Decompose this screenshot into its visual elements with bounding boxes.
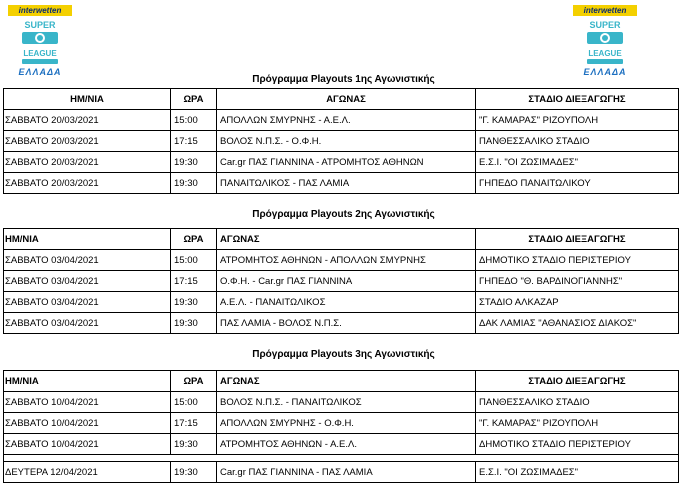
- game-date: ΣΑΒΒΑΤΟ 10/04/2021: [5, 397, 99, 408]
- round-2-table: [3, 228, 679, 334]
- game-match: Car.gr ΠΑΣ ΓΙΑΝΝΙΝΑ - ΑΤΡΟΜΗΤΟΣ ΑΘΗΝΩΝ: [216, 152, 475, 172]
- game-venue: ΠΑΝΘΕΣΣΑΛΙΚΟ ΣΤΑΔΙΟ: [475, 392, 678, 412]
- game-time: 19:30: [170, 292, 216, 312]
- logo-country-label: ΕΛΛΑΔΑ: [583, 67, 627, 77]
- game-venue: ΔΑΚ ΛΑΜΙΑΣ "ΑΘΑΝΑΣΙΟΣ ΔΙΑΚΟΣ": [475, 313, 678, 333]
- game-time: 15:00: [170, 110, 216, 130]
- header-venue: ΣΤΑΔΙΟ ΔΙΕΞΑΓΩΓΗΣ: [475, 371, 678, 391]
- game-date: ΣΑΒΒΑΤΟ 20/03/2021: [5, 115, 99, 126]
- game-venue: Ε.Σ.Ι. "ΟΙ ΖΩΣΙΜΑΔΕΣ": [475, 152, 678, 172]
- round-2-title: Πρόγραμμα Playouts 2ης Αγωνιστικής: [252, 209, 435, 220]
- interwetten-brand: interwetten: [573, 5, 637, 16]
- header-time: ΩΡΑ: [170, 229, 216, 249]
- header-match: ΑΓΩΝΑΣ: [216, 89, 475, 109]
- table-row: [3, 152, 679, 173]
- svg-text:LEAGUE: LEAGUE: [588, 49, 622, 58]
- table-header-row: [3, 371, 679, 392]
- game-venue: ΓΗΠΕΔΟ ΠΑΝΑΙΤΩΛΙΚΟΥ: [475, 173, 678, 193]
- game-date: ΣΑΒΒΑΤΟ 03/04/2021: [5, 276, 99, 287]
- game-time: 17:15: [170, 271, 216, 291]
- game-match: ΑΠΟΛΛΩΝ ΣΜΥΡΝΗΣ - Α.Ε.Λ.: [216, 110, 475, 130]
- game-time: 17:15: [170, 131, 216, 151]
- logo-country-label: ΕΛΛΑΔΑ: [18, 67, 62, 77]
- game-venue: ΠΑΝΘΕΣΣΑΛΙΚΟ ΣΤΑΔΙΟ: [475, 131, 678, 151]
- table-row: [3, 271, 679, 292]
- game-date: ΣΑΒΒΑΤΟ 20/03/2021: [5, 178, 99, 189]
- game-match: ΒΟΛΟΣ Ν.Π.Σ. - Ο.Φ.Η.: [216, 131, 475, 151]
- round-1-title: Πρόγραμμα Playouts 1ης Αγωνιστικής: [252, 74, 435, 85]
- game-date: ΣΑΒΒΑΤΟ 10/04/2021: [5, 439, 99, 450]
- header-venue: ΣΤΑΔΙΟ ΔΙΕΞΑΓΩΓΗΣ: [475, 229, 678, 249]
- game-venue: ΔΗΜΟΤΙΚΟ ΣΤΑΔΙΟ ΠΕΡΙΣΤΕΡΙΟΥ: [475, 250, 678, 270]
- game-match: ΑΠΟΛΛΩΝ ΣΜΥΡΝΗΣ - Ο.Φ.Η.: [216, 413, 475, 433]
- super-league-logo-right: [573, 5, 637, 79]
- header-date: ΗΜ/ΝΙΑ: [70, 94, 104, 105]
- game-time: 17:15: [170, 413, 216, 433]
- game-venue: Ε.Σ.Ι. "ΟΙ ΖΩΣΙΜΑΔΕΣ": [475, 462, 678, 482]
- game-match: Ο.Φ.Η. - Car.gr ΠΑΣ ΓΙΑΝΝΙΝΑ: [216, 271, 475, 291]
- svg-text:SUPER: SUPER: [589, 20, 621, 30]
- game-venue: "Γ. ΚΑΜΑΡΑΣ" ΡΙΖΟΥΠΟΛΗ: [475, 413, 678, 433]
- game-venue: ΣΤΑΔΙΟ ΑΛΚΑΖΑΡ: [475, 292, 678, 312]
- game-date: ΣΑΒΒΑΤΟ 03/04/2021: [5, 255, 99, 266]
- game-venue: "Γ. ΚΑΜΑΡΑΣ" ΡΙΖΟΥΠΟΛΗ: [475, 110, 678, 130]
- table-row: [3, 292, 679, 313]
- table-row: [3, 413, 679, 434]
- table-row: [3, 110, 679, 131]
- header-match: ΑΓΩΝΑΣ: [216, 371, 475, 391]
- round-1-table: [3, 88, 679, 194]
- table-row: [3, 173, 679, 194]
- header-date: ΗΜ/ΝΙΑ: [5, 376, 39, 387]
- game-match: ΠΑΝΑΙΤΩΛΙΚΟΣ - ΠΑΣ ΛΑΜΙΑ: [216, 173, 475, 193]
- header-time: ΩΡΑ: [170, 89, 216, 109]
- interwetten-brand: interwetten: [8, 5, 72, 16]
- game-date: ΣΑΒΒΑΤΟ 20/03/2021: [5, 157, 99, 168]
- table-row: [3, 313, 679, 334]
- game-time: 19:30: [170, 313, 216, 333]
- header-match: ΑΓΩΝΑΣ: [216, 229, 475, 249]
- table-row: [3, 131, 679, 152]
- game-venue: ΓΗΠΕΔΟ "Θ. ΒΑΡΔΙΝΟΓΙΑΝΝΗΣ": [475, 271, 678, 291]
- table-row: [3, 250, 679, 271]
- game-date: ΔΕΥΤΕΡΑ 12/04/2021: [5, 467, 98, 478]
- header-date: ΗΜ/ΝΙΑ: [5, 234, 39, 245]
- game-match: Α.Ε.Λ. - ΠΑΝΑΙΤΩΛΙΚΟΣ: [216, 292, 475, 312]
- game-time: 19:30: [170, 434, 216, 454]
- header-venue: ΣΤΑΔΙΟ ΔΙΕΞΑΓΩΓΗΣ: [475, 89, 678, 109]
- header-time: ΩΡΑ: [170, 371, 216, 391]
- game-time: 15:00: [170, 250, 216, 270]
- table-row: [3, 392, 679, 413]
- game-date: ΣΑΒΒΑΤΟ 03/04/2021: [5, 318, 99, 329]
- round-3-title: Πρόγραμμα Playouts 3ης Αγωνιστικής: [252, 349, 435, 360]
- svg-text:SUPER: SUPER: [24, 20, 56, 30]
- game-time: 19:30: [170, 152, 216, 172]
- game-match: Car.gr ΠΑΣ ΓΙΑΝΝΙΝΑ - ΠΑΣ ΛΑΜΙΑ: [216, 462, 475, 482]
- super-league-emblem-icon: [583, 18, 627, 65]
- svg-text:LEAGUE: LEAGUE: [23, 49, 57, 58]
- super-league-logo-left: [8, 5, 72, 79]
- game-match: ΠΑΣ ΛΑΜΙΑ - ΒΟΛΟΣ Ν.Π.Σ.: [216, 313, 475, 333]
- table-row: [3, 462, 679, 483]
- table-header-row: [3, 229, 679, 250]
- game-date: ΣΑΒΒΑΤΟ 10/04/2021: [5, 418, 99, 429]
- game-time: 15:00: [170, 392, 216, 412]
- game-match: ΑΤΡΟΜΗΤΟΣ ΑΘΗΝΩΝ - Α.Ε.Λ.: [216, 434, 475, 454]
- super-league-emblem-icon: [18, 18, 62, 65]
- table-header-row: [3, 89, 679, 110]
- game-venue: ΔΗΜΟΤΙΚΟ ΣΤΑΔΙΟ ΠΕΡΙΣΤΕΡΙΟΥ: [475, 434, 678, 454]
- game-time: 19:30: [170, 462, 216, 482]
- table-gap-row: [3, 455, 679, 462]
- game-date: ΣΑΒΒΑΤΟ 03/04/2021: [5, 297, 99, 308]
- game-time: 19:30: [170, 173, 216, 193]
- game-match: ΑΤΡΟΜΗΤΟΣ ΑΘΗΝΩΝ - ΑΠΟΛΛΩΝ ΣΜΥΡΝΗΣ: [216, 250, 475, 270]
- game-match: ΒΟΛΟΣ Ν.Π.Σ. - ΠΑΝΑΙΤΩΛΙΚΟΣ: [216, 392, 475, 412]
- table-row: [3, 434, 679, 455]
- game-date: ΣΑΒΒΑΤΟ 20/03/2021: [5, 136, 99, 147]
- round-3-table: [3, 370, 679, 483]
